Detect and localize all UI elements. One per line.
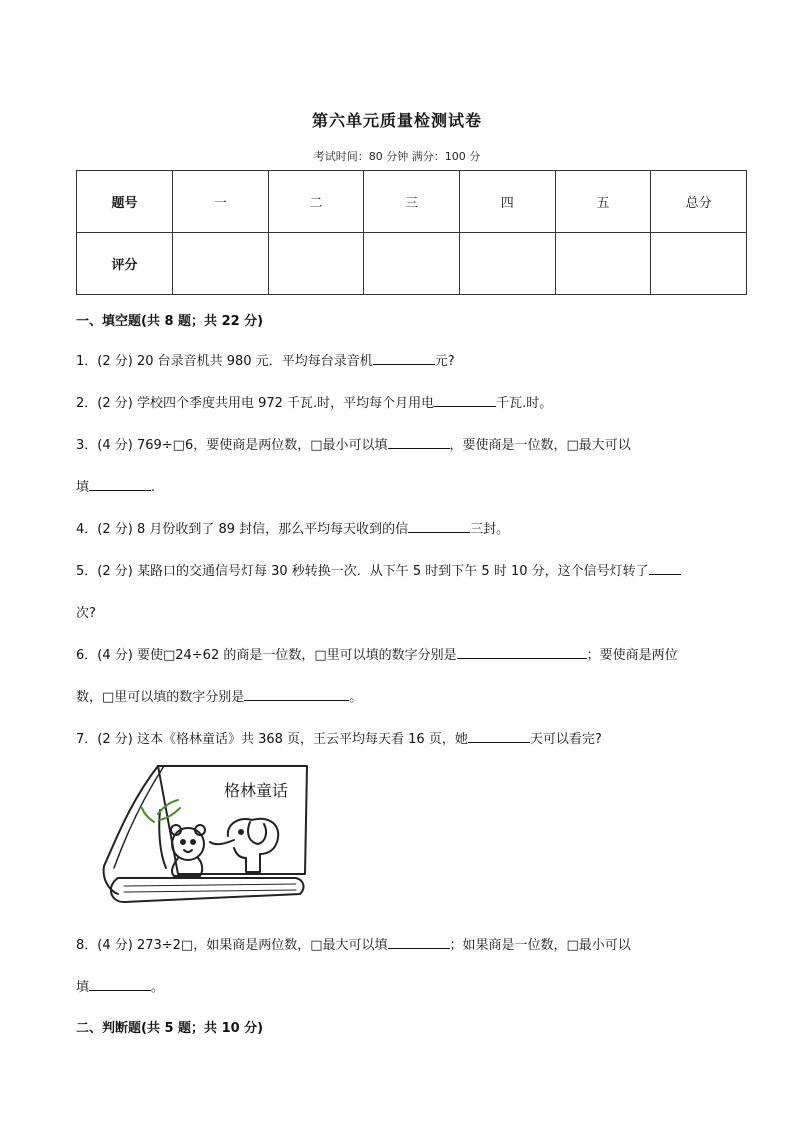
answer-blank[interactable] xyxy=(434,394,496,407)
question-text: 3．(4 分) 769÷□6，要使商是两位数，□最小可以填 xyxy=(76,438,388,453)
answer-blank[interactable] xyxy=(89,478,151,491)
book-spine-curve xyxy=(104,766,158,894)
score-table-row-label: 题号 xyxy=(77,171,173,233)
answer-blank[interactable] xyxy=(468,730,530,743)
question-2 xyxy=(76,392,552,411)
exam-info: 考试时间：80 分钟 满分：100 分 xyxy=(313,150,481,163)
question-text: 1．(2 分) 20 台录音机共 980 元．平均每台录音机 xyxy=(76,354,373,369)
question-text: 2．(2 分) 学校四个季度共用电 972 千瓦.时，平均每个月用电 xyxy=(76,396,435,411)
score-table-col: 一 xyxy=(173,171,269,233)
score-cell[interactable] xyxy=(364,233,460,295)
page-title: 第六单元质量检测试卷 xyxy=(311,111,482,130)
answer-blank[interactable] xyxy=(388,936,450,949)
bear-icon xyxy=(172,828,204,860)
score-table-header-row xyxy=(77,171,747,233)
question-text: ；如果商是一位数，□最小可以 xyxy=(449,938,631,953)
question-text: 天可以看完? xyxy=(529,732,602,747)
answer-blank[interactable] xyxy=(388,436,450,449)
question-5-cont xyxy=(76,602,96,621)
section-heading: 二、判断题(共 5 题；共 10 分) xyxy=(76,1021,264,1036)
question-5 xyxy=(76,560,681,579)
score-cell[interactable] xyxy=(459,233,555,295)
score-table-col: 四 xyxy=(459,171,555,233)
question-text: ，要使商是一位数，□最大可以 xyxy=(449,438,631,453)
question-text: 三封。 xyxy=(470,522,510,537)
answer-blank[interactable] xyxy=(244,688,349,701)
score-table-col: 二 xyxy=(268,171,364,233)
question-3-cont xyxy=(76,476,155,495)
question-text: 。 xyxy=(349,690,363,705)
question-text: 元? xyxy=(434,354,455,369)
question-text: 千瓦.时。 xyxy=(496,396,553,411)
score-table-col: 总分 xyxy=(651,171,747,233)
answer-blank[interactable] xyxy=(457,646,587,659)
question-text: 数，□里可以填的数字分别是 xyxy=(76,690,245,705)
score-cell[interactable] xyxy=(173,233,269,295)
section-heading: 一、填空题(共 8 题；共 22 分) xyxy=(76,314,264,329)
score-table-score-row xyxy=(77,233,747,295)
book-illustration xyxy=(100,762,312,910)
question-7 xyxy=(76,728,602,747)
answer-blank[interactable] xyxy=(373,352,435,365)
score-cell[interactable] xyxy=(651,233,747,295)
question-3 xyxy=(76,434,631,453)
question-text: 6．(4 分) 要使□24÷62 的商是一位数，□里可以填的数字分别是 xyxy=(76,648,457,663)
question-text: 5．(2 分) 某路口的交通信号灯每 30 秒转换一次．从下午 5 时到下午 5 时 10 分，这个信号灯转了 xyxy=(76,564,649,579)
question-4 xyxy=(76,518,509,537)
score-cell[interactable] xyxy=(268,233,364,295)
question-6-cont xyxy=(76,686,362,705)
answer-blank[interactable] xyxy=(89,978,151,991)
score-table-col: 三 xyxy=(364,171,460,233)
score-table-col: 五 xyxy=(555,171,651,233)
question-text: 4．(2 分) 8 月份收到了 89 封信，那么平均每天收到的信 xyxy=(76,522,409,537)
question-text: 8．(4 分) 273÷2□，如果商是两位数，□最大可以填 xyxy=(76,938,388,953)
score-cell[interactable] xyxy=(555,233,651,295)
answer-blank[interactable] xyxy=(649,562,681,575)
question-text: ；要使商是两位 xyxy=(586,648,678,663)
question-6 xyxy=(76,644,678,663)
question-8-cont xyxy=(76,976,164,995)
question-text: 7．(2 分) 这本《格林童话》共 368 页，王云平均每天看 16 页，她 xyxy=(76,732,468,747)
question-1 xyxy=(76,350,455,369)
score-table xyxy=(76,170,747,295)
question-text: 次? xyxy=(76,606,96,621)
question-text: . xyxy=(151,480,156,495)
elephant-icon xyxy=(228,819,278,872)
question-8 xyxy=(76,934,631,953)
question-text: 填 xyxy=(76,480,90,495)
answer-blank[interactable] xyxy=(408,520,470,533)
score-table-row-label: 评分 xyxy=(77,233,173,295)
question-text: 填 xyxy=(76,980,90,995)
book-title: 格林童话 xyxy=(224,781,289,800)
question-text: 。 xyxy=(151,980,165,995)
